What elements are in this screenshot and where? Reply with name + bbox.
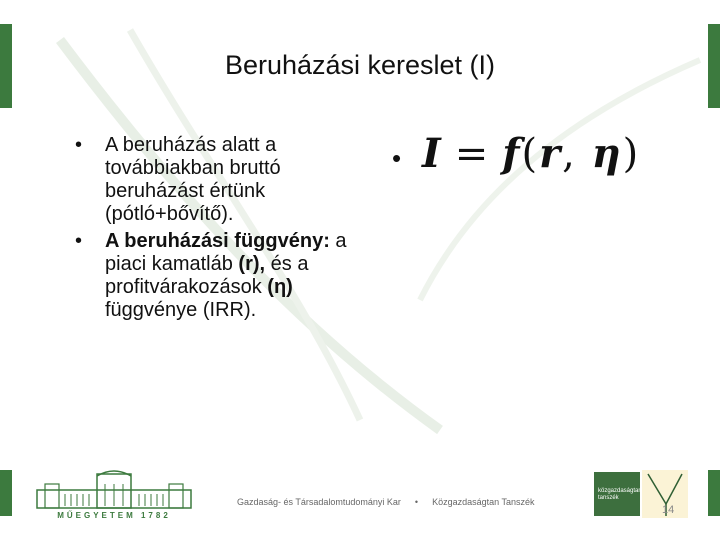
formula-arg-eta: η [591,130,623,177]
bullet-list [75,134,375,326]
interest-rate-symbol: (r), [238,253,266,275]
bullet-item-definition [75,134,375,226]
formula-open-paren: ( [521,131,540,177]
bullet-text: A beruházás alatt a továbbiakban bruttó beruházást értünk (pótló+bővítő). [105,134,281,225]
formula-comma: , [562,131,592,177]
formula-close-paren: ) [622,131,641,177]
bullet-marker: • [75,134,83,156]
bullet-bold-lead: A beruházási függvény: [105,230,330,252]
department-badge-text: közgazdaságtan tanszék [598,488,642,501]
formula-function: f [502,130,522,177]
bullet-text-part: függvénye (IRR). [105,299,257,321]
bullet-text-part: a piaci kamatláb [105,230,347,275]
department-badge [594,472,640,516]
university-logo [35,470,193,520]
bullet-item-function [75,230,375,322]
footer-affiliation [237,497,534,507]
bullet-text-part: és a profitvárakozások [105,253,309,298]
bottom-left-accent-bar [0,470,12,516]
page-number: 14 [662,504,675,516]
formula-arg-r: r [539,130,563,177]
profit-expectation-symbol: (η) [267,276,293,298]
formula-equals: = [454,131,491,177]
faculty-name: Gazdaság- és Társadalomtudományi Kar [237,497,401,507]
logo-wordmark: MŰEGYETEM 1782 [57,511,171,520]
department-name: Közgazdaságtan Tanszék [432,497,535,507]
formula-bullet-marker: • [392,143,402,173]
formula-lhs: I [422,130,443,177]
slide-title: Beruházási kereslet (I) [224,50,496,80]
bullet-marker: • [75,230,83,252]
bottom-right-accent-bar [708,470,720,516]
footer-separator: • [414,497,419,507]
investment-function-formula [422,130,640,177]
